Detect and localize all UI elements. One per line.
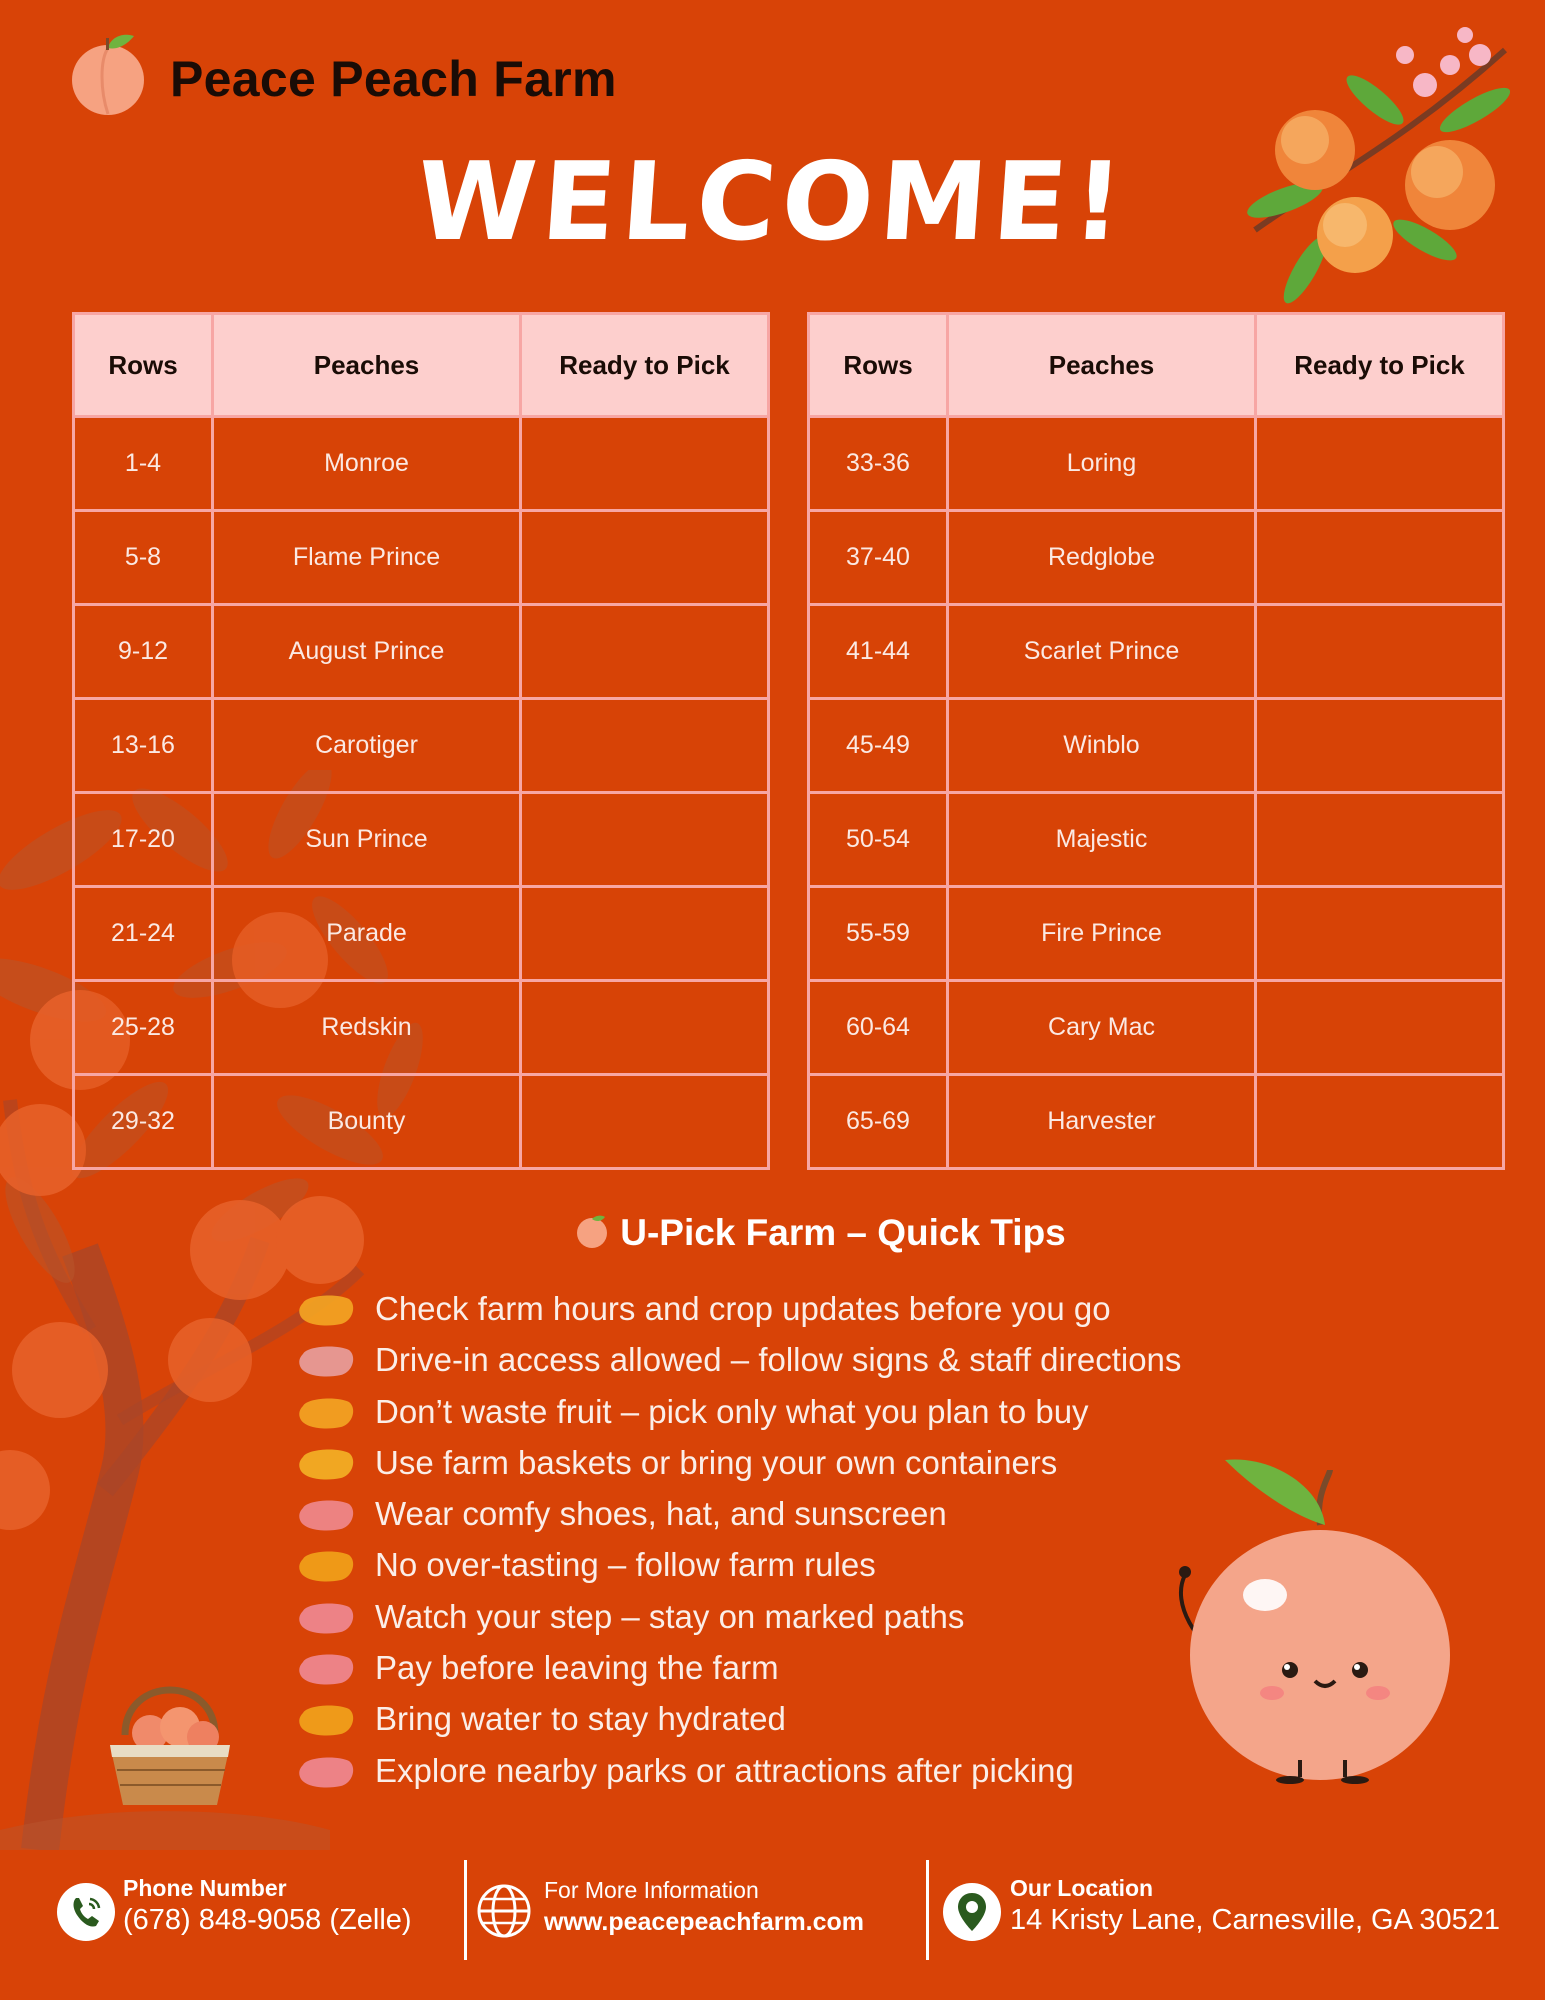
globe-icon [474,1881,534,1941]
tip-text: Don’t waste fruit – pick only what you plan to buy [375,1392,1089,1430]
phone-label: Phone Number [123,1875,287,1901]
ready-to-pick-cell[interactable] [521,793,769,887]
watercolor-bullet-icon [297,1755,355,1789]
ready-to-pick-cell[interactable] [1256,793,1504,887]
tip-text: Bring water to stay hydrated [375,1700,786,1738]
row-range-cell: 55-59 [809,887,948,981]
row-range-cell: 33-36 [809,417,948,511]
footer-divider [464,1860,467,1960]
table-row [809,511,1504,605]
row-range-cell: 50-54 [809,793,948,887]
table-row [809,605,1504,699]
location-pin-icon [943,1883,1001,1941]
location-block [1010,1875,1500,1937]
table-row [809,981,1504,1075]
table-header-row [74,314,769,417]
watercolor-bullet-icon [297,1652,355,1686]
row-range-cell: 29-32 [74,1075,213,1169]
location-address: 14 Kristy Lane, Carnesville, GA 30521 [1010,1904,1501,1936]
peach-variety-cell: Sun Prince [213,793,521,887]
tip-text: Drive-in access allowed – follow signs & staff directions [375,1341,1182,1379]
peach-variety-cell: Winblo [948,699,1256,793]
tip-text: Use farm baskets or bring your own containers [375,1443,1058,1481]
header-ready-to-pick: Ready to Pick [1256,314,1504,417]
peach-variety-cell: Carotiger [213,699,521,793]
table-row [809,793,1504,887]
ready-to-pick-cell[interactable] [521,887,769,981]
watercolor-bullet-icon [297,1344,355,1378]
right-table-body [809,417,1504,1169]
table-row [809,699,1504,793]
header-rows: Rows [74,314,213,417]
header-ready-to-pick: Ready to Pick [521,314,769,417]
peach-variety-cell: Parade [213,887,521,981]
ready-to-pick-cell[interactable] [1256,605,1504,699]
ready-to-pick-cell[interactable] [1256,417,1504,511]
table-row [74,887,769,981]
table-row [809,887,1504,981]
watercolor-bullet-icon [297,1601,355,1635]
tip-text: Pay before leaving the farm [375,1649,779,1687]
tip-text: No over-tasting – follow farm rules [375,1546,876,1584]
watercolor-bullet-icon [297,1498,355,1532]
peach-icon [574,1213,610,1249]
ready-to-pick-cell[interactable] [1256,511,1504,605]
row-range-cell: 37-40 [809,511,948,605]
tip-text: Check farm hours and crop updates before you go [375,1290,1111,1327]
table-row [74,1075,769,1169]
row-range-cell: 17-20 [74,793,213,887]
tip-item [290,1386,1290,1437]
table-row [74,793,769,887]
peach-variety-cell: Redglobe [948,511,1256,605]
peach-variety-cell: Fire Prince [948,887,1256,981]
ready-to-pick-cell[interactable] [521,605,769,699]
tip-item [290,1283,1290,1334]
phone-block [123,1875,412,1937]
tip-text: Wear comfy shoes, hat, and sunscreen [375,1495,947,1533]
location-label: Our Location [1010,1875,1154,1901]
table-row [74,417,769,511]
table-row [74,981,769,1075]
tip-text: Explore nearby parks or attractions after picking [375,1751,1074,1789]
tip-text: Watch your step – stay on marked paths [375,1597,965,1635]
ready-to-pick-cell[interactable] [521,511,769,605]
row-range-cell: 41-44 [809,605,948,699]
peach-variety-cell: Harvester [948,1075,1256,1169]
row-range-cell: 60-64 [809,981,948,1075]
row-range-cell: 21-24 [74,887,213,981]
phone-icon [57,1883,115,1941]
website-link[interactable]: www.peacepeachfarm.com [544,1908,865,1936]
ready-to-pick-cell[interactable] [521,1075,769,1169]
phone-number[interactable]: (678) 848-9058 (Zelle) [123,1904,412,1936]
peach-variety-cell: Redskin [213,981,521,1075]
website-block [544,1877,864,1937]
ready-to-pick-cell[interactable] [1256,887,1504,981]
left-table-container [72,312,770,1170]
row-range-cell: 25-28 [74,981,213,1075]
row-range-cell: 9-12 [74,605,213,699]
peach-variety-cell: Majestic [948,793,1256,887]
row-range-cell: 5-8 [74,511,213,605]
peach-variety-cell: August Prince [213,605,521,699]
rows-table-left [72,312,770,1170]
farm-name: Peace Peach Farm [170,51,617,107]
right-table-container [807,312,1505,1170]
tips-title [0,1212,1545,1254]
table-row [74,511,769,605]
footer [0,1855,1545,2000]
peach-variety-cell: Loring [948,417,1256,511]
table-row [74,699,769,793]
welcome-heading: WELCOME! [412,140,1133,265]
ready-to-pick-cell[interactable] [521,699,769,793]
table-row [809,1075,1504,1169]
peach-branch-illustration [1225,10,1525,310]
header-rows: Rows [809,314,948,417]
peach-basket-illustration [95,1665,245,1815]
peach-variety-cell: Monroe [213,417,521,511]
row-range-cell: 45-49 [809,699,948,793]
watercolor-bullet-icon [297,1447,355,1481]
peach-variety-cell: Flame Prince [213,511,521,605]
row-range-cell: 13-16 [74,699,213,793]
tip-item [290,1334,1290,1385]
header-peaches: Peaches [213,314,521,417]
header-peaches: Peaches [948,314,1256,417]
ready-to-pick-cell[interactable] [521,417,769,511]
footer-divider [926,1860,929,1960]
watercolor-bullet-icon [297,1396,355,1430]
rows-table-right [807,312,1505,1170]
table-header-row [809,314,1504,417]
peach-variety-cell: Scarlet Prince [948,605,1256,699]
watercolor-bullet-icon [297,1703,355,1737]
peach-variety-cell: Bounty [213,1075,521,1169]
row-range-cell: 65-69 [809,1075,948,1169]
left-table-body [74,417,769,1169]
ready-to-pick-cell[interactable] [521,981,769,1075]
row-range-cell: 1-4 [74,417,213,511]
peach-variety-cell: Cary Mac [948,981,1256,1075]
peach-mascot-illustration [1140,1455,1480,1785]
peach-logo-icon [70,30,146,118]
table-row [809,417,1504,511]
info-label: For More Information [544,1877,759,1903]
ready-to-pick-cell[interactable] [1256,699,1504,793]
ready-to-pick-cell[interactable] [1256,981,1504,1075]
table-row [74,605,769,699]
ready-to-pick-cell[interactable] [1256,1075,1504,1169]
watercolor-bullet-icon [297,1293,355,1327]
watercolor-bullet-icon [297,1549,355,1583]
tips-title-text: U-Pick Farm – Quick Tips [620,1212,1066,1253]
